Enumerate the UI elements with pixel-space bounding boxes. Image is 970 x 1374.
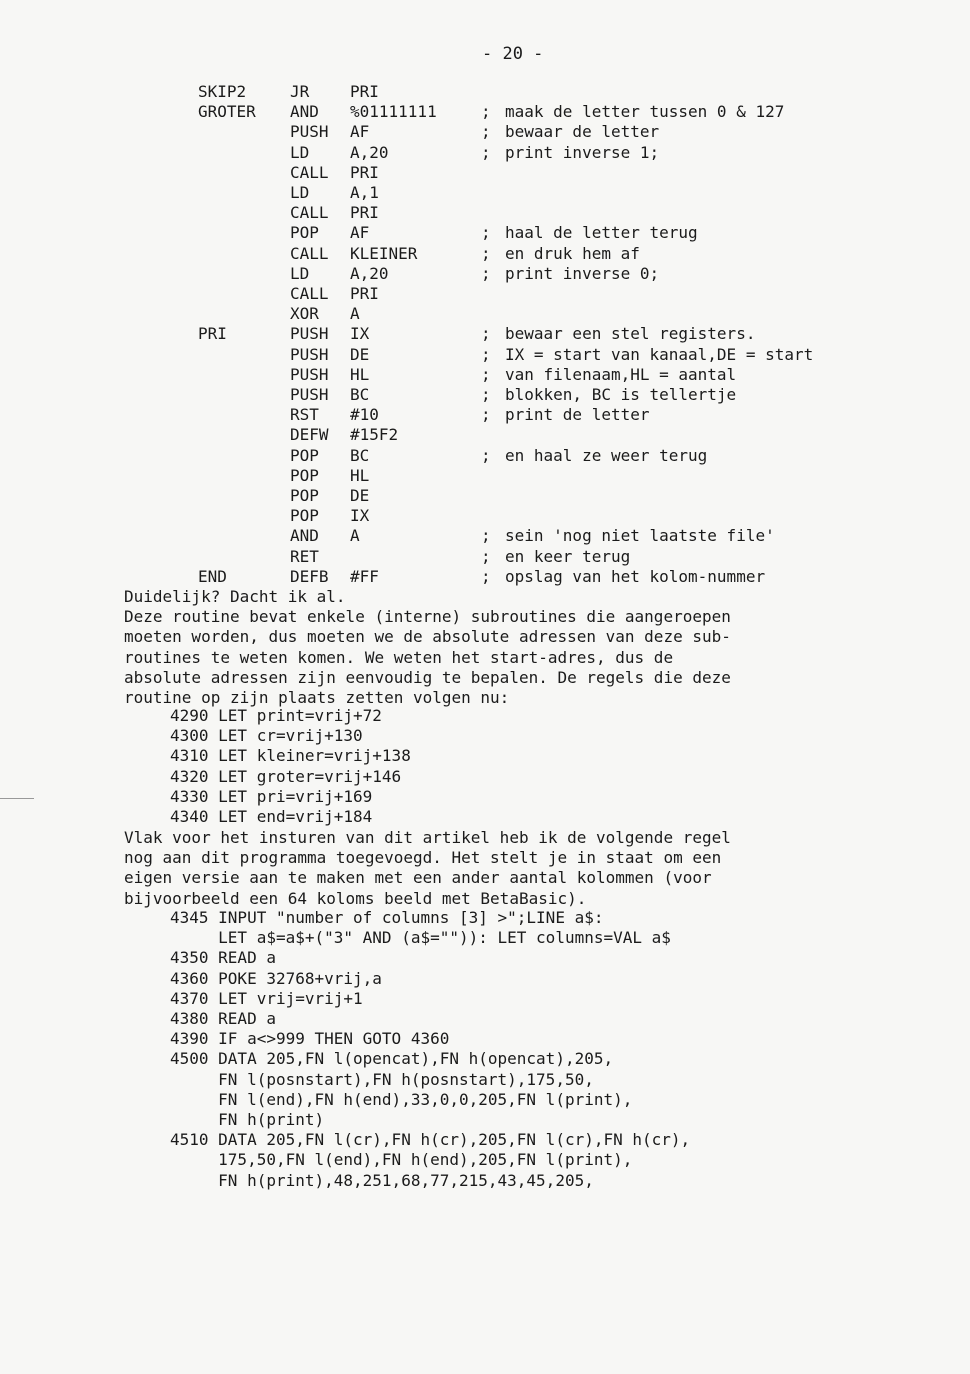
basic-line: 4370 LET vrij=vrij+1 <box>170 988 363 1008</box>
code-line <box>0 304 970 324</box>
code-operand: DE <box>350 344 370 364</box>
code-line <box>0 526 970 546</box>
basic-line: 175,50,FN l(end),FN h(end),205,FN l(print), <box>170 1150 633 1170</box>
code-line <box>0 506 970 526</box>
code-comment: en druk hem af <box>505 243 640 263</box>
comment-marker: ; <box>481 344 491 364</box>
comment-marker: ; <box>481 364 491 384</box>
code-line <box>0 102 970 122</box>
code-opcode: XOR <box>290 304 319 324</box>
basic-line: 4345 INPUT "number of columns [3] >";LINE a$: <box>170 908 604 927</box>
comment-marker: ; <box>481 122 491 142</box>
code-label: GROTER <box>198 102 256 122</box>
basic-line: 4340 LET end=vrij+184 <box>170 807 373 827</box>
code-label: SKIP2 <box>198 82 247 101</box>
code-line <box>0 324 970 344</box>
code-operand: BC <box>350 445 370 465</box>
code-comment: print inverse 0; <box>505 263 660 283</box>
code-line <box>0 466 970 486</box>
comment-marker: ; <box>481 263 491 283</box>
code-opcode: AND <box>290 102 319 122</box>
code-line <box>0 486 970 506</box>
code-opcode: LD <box>290 263 310 283</box>
basic-line: 4500 DATA 205,FN l(opencat),FN h(opencat),205, <box>170 1049 614 1069</box>
code-operand: A <box>350 526 360 546</box>
code-opcode: DEFB <box>290 566 329 586</box>
code-line <box>0 284 970 304</box>
code-opcode: PUSH <box>290 122 329 142</box>
code-line <box>0 183 970 203</box>
code-opcode: LD <box>290 183 310 202</box>
comment-marker: ; <box>481 526 491 546</box>
comment-marker: ; <box>481 445 491 465</box>
code-comment: en haal ze weer terug <box>505 445 708 465</box>
code-operand: #FF <box>350 566 379 586</box>
basic-line: LET a$=a$+("3" AND (a$="")): LET columns=VAL a$ <box>170 928 671 948</box>
text-line: routine op zijn plaats zetten volgen nu: <box>124 688 510 708</box>
code-operand: A,20 <box>350 263 389 283</box>
comment-marker: ; <box>481 405 491 425</box>
code-opcode: POP <box>290 445 319 465</box>
code-line <box>0 143 970 163</box>
code-line <box>0 244 970 264</box>
code-comment: bewaar een stel registers. <box>505 324 756 344</box>
code-opcode: PUSH <box>290 344 329 364</box>
code-opcode: CALL <box>290 284 329 303</box>
code-line <box>0 385 970 405</box>
code-opcode: POP <box>290 465 319 485</box>
code-opcode: AND <box>290 526 319 546</box>
code-line <box>0 122 970 142</box>
code-operand: AF <box>350 223 370 243</box>
code-label: END <box>198 566 227 586</box>
comment-marker: ; <box>481 546 491 566</box>
code-line <box>0 567 970 587</box>
text-line: bijvoorbeeld een 64 koloms beeld met BetaBasic). <box>124 888 587 908</box>
code-operand: IX <box>350 506 370 526</box>
basic-line: FN l(end),FN h(end),33,0,0,205,FN l(print), <box>170 1089 633 1109</box>
code-line <box>0 82 970 102</box>
basic-line: 4300 LET cr=vrij+130 <box>170 726 363 746</box>
code-operand: IX <box>350 324 370 344</box>
code-opcode: PUSH <box>290 364 329 384</box>
code-comment: en keer terug <box>505 546 631 566</box>
code-line <box>0 405 970 425</box>
text-line: Vlak voor het insturen van dit artikel heb ik de volgende regel <box>124 828 731 847</box>
code-line <box>0 365 970 385</box>
code-line <box>0 446 970 466</box>
comment-marker: ; <box>481 102 491 122</box>
code-comment: maak de letter tussen 0 & 127 <box>505 102 785 122</box>
code-comment: blokken, BC is tellertje <box>505 385 737 404</box>
basic-line: 4360 POKE 32768+vrij,a <box>170 968 382 988</box>
code-opcode: RST <box>290 405 319 425</box>
basic-listing-addresses <box>170 706 411 827</box>
basic-line: FN h(print) <box>170 1110 325 1130</box>
code-line <box>0 203 970 223</box>
paragraph-addition <box>124 828 884 909</box>
page-number: - 20 - <box>482 44 544 64</box>
paragraph-intro <box>124 587 884 708</box>
code-comment: IX = start van kanaal,DE = start <box>505 344 814 364</box>
comment-marker: ; <box>481 243 491 263</box>
code-operand: DE <box>350 486 370 505</box>
code-opcode: PUSH <box>290 324 329 344</box>
code-opcode: CALL <box>290 162 329 182</box>
code-comment: bewaar de letter <box>505 122 660 142</box>
code-operand: PRI <box>350 284 379 303</box>
text-line: absolute adressen zijn eenvoudig te bepalen. De regels die deze <box>124 667 731 687</box>
code-opcode: JR <box>290 82 310 101</box>
code-operand: #15F2 <box>350 425 399 445</box>
code-operand: AF <box>350 122 370 142</box>
basic-line: 4380 READ a <box>170 1009 276 1029</box>
code-opcode: PUSH <box>290 385 329 404</box>
basic-line: FN h(print),48,251,68,77,215,43,45,205, <box>170 1170 594 1190</box>
text-line: eigen versie aan te maken met een ander aantal kolommen (voor <box>124 868 712 888</box>
code-operand: %01111111 <box>350 102 437 122</box>
code-comment: van filenaam,HL = aantal <box>505 364 737 384</box>
text-line: Duidelijk? Dacht ik al. <box>124 587 346 606</box>
code-opcode: POP <box>290 223 319 243</box>
code-opcode: DEFW <box>290 425 329 445</box>
basic-listing-loader <box>170 908 690 1191</box>
margin-mark <box>0 798 34 799</box>
basic-line: 4330 LET pri=vrij+169 <box>170 786 373 806</box>
text-line: moeten worden, dus moeten we de absolute adressen van deze sub- <box>124 627 731 647</box>
code-opcode: POP <box>290 506 319 526</box>
code-comment: sein 'nog niet laatste file' <box>505 526 775 546</box>
code-operand: KLEINER <box>350 243 418 263</box>
comment-marker: ; <box>481 223 491 243</box>
code-operand: HL <box>350 364 370 384</box>
code-line <box>0 547 970 567</box>
code-comment: haal de letter terug <box>505 223 698 243</box>
code-line <box>0 163 970 183</box>
code-operand: BC <box>350 385 370 404</box>
code-opcode: CALL <box>290 243 329 263</box>
code-line <box>0 345 970 365</box>
basic-line: 4310 LET kleiner=vrij+138 <box>170 746 411 766</box>
comment-marker: ; <box>481 566 491 586</box>
code-opcode: RET <box>290 546 319 566</box>
code-line <box>0 264 970 284</box>
basic-line: FN l(posnstart),FN h(posnstart),175,50, <box>170 1069 594 1089</box>
code-operand: PRI <box>350 203 379 223</box>
comment-marker: ; <box>481 324 491 344</box>
text-line: nog aan dit programma toegevoegd. Het stelt je in staat om een <box>124 848 722 868</box>
code-operand: PRI <box>350 82 379 101</box>
code-operand: PRI <box>350 162 379 182</box>
code-line <box>0 425 970 445</box>
code-operand: A,1 <box>350 183 379 202</box>
basic-line: 4390 IF a<>999 THEN GOTO 4360 <box>170 1029 450 1049</box>
basic-line: 4350 READ a <box>170 948 276 968</box>
code-operand: HL <box>350 465 370 485</box>
comment-marker: ; <box>481 142 491 162</box>
code-operand: #10 <box>350 405 379 425</box>
basic-line: 4510 DATA 205,FN l(cr),FN h(cr),205,FN l(cr),FN h(cr), <box>170 1130 691 1150</box>
code-comment: print inverse 1; <box>505 142 660 162</box>
code-operand: A <box>350 304 360 324</box>
text-line: routines te weten komen. We weten het start-adres, dus de <box>124 647 674 667</box>
text-line: Deze routine bevat enkele (interne) subroutines die aangeroepen <box>124 607 731 627</box>
basic-line: 4320 LET groter=vrij+146 <box>170 766 402 786</box>
code-comment: print de letter <box>505 405 650 425</box>
code-opcode: LD <box>290 142 310 162</box>
code-line <box>0 223 970 243</box>
code-label: PRI <box>198 324 227 344</box>
comment-marker: ; <box>481 385 491 404</box>
code-comment: opslag van het kolom-nummer <box>505 566 766 586</box>
code-opcode: CALL <box>290 203 329 223</box>
code-opcode: POP <box>290 486 319 505</box>
code-operand: A,20 <box>350 142 389 162</box>
basic-line: 4290 LET print=vrij+72 <box>170 706 382 725</box>
